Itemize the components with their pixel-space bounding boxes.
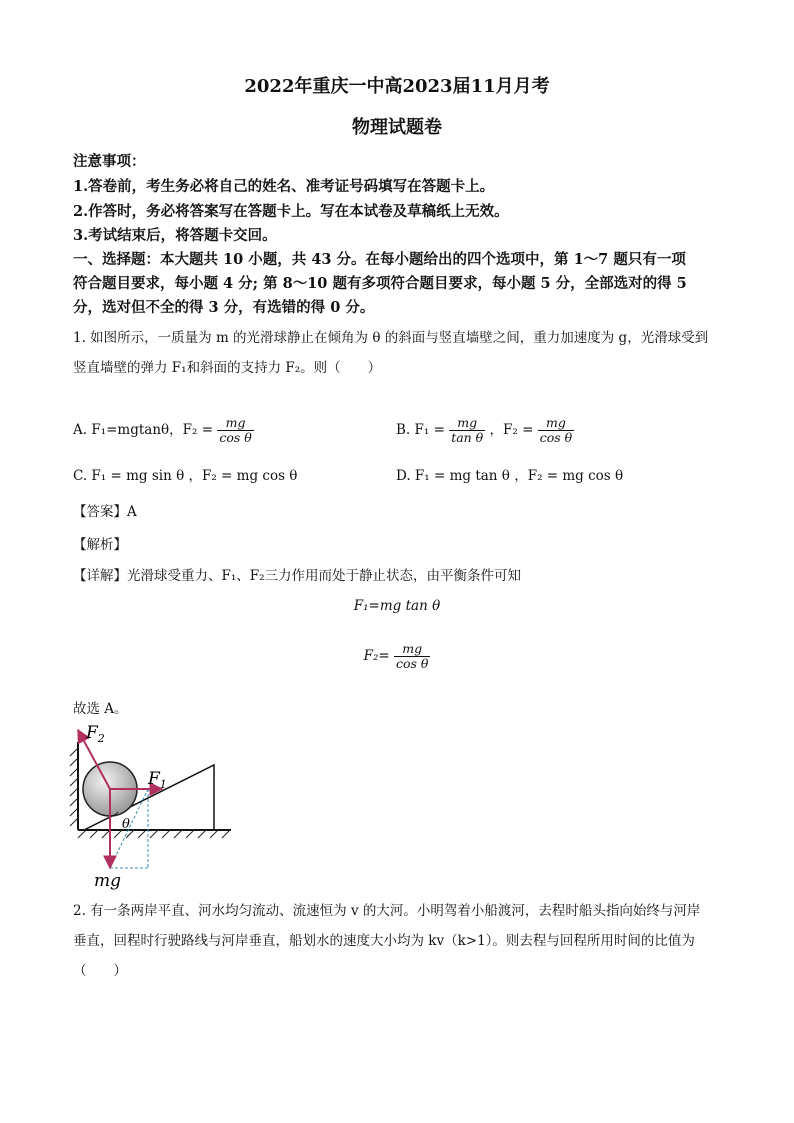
q1-figure <box>66 718 241 893</box>
notice-item-3: 3.考试结束后，将答题卡交回。 <box>73 227 277 244</box>
q2-stem-1: 2. 有一条两岸平直、河水均匀流动、流速恒为 v 的大河。小明驾着小船渡河，去程时船头指向始终与河岸 <box>73 903 701 919</box>
q1-option-a-num: mg <box>217 416 253 431</box>
q1-answer: 【答案】A <box>73 504 137 520</box>
q1-option-b-label: B. F₁ = <box>396 422 445 438</box>
notice-heading: 注意事项： <box>73 153 146 170</box>
q1-option-b-fraction-1 <box>449 416 485 445</box>
q1-detail: 【详解】光滑球受重力、F₁、F₂三力作用而处于静止状态，由平衡条件可知 <box>73 568 522 584</box>
q1-equation-2-label: F₂= <box>363 648 390 664</box>
label-f2: $F_2$ <box>86 723 105 745</box>
q1-option-a-fraction <box>217 416 253 445</box>
label-f1: $F_1$ <box>148 769 167 791</box>
q1-option-c: C. F₁ = mg sin θ ，F₂ = mg cos θ <box>73 468 298 484</box>
q1-conclusion: 故选 A。 <box>73 701 128 717</box>
q1-option-b-fraction-2 <box>538 416 574 445</box>
q1-option-b-num-2: mg <box>538 416 574 431</box>
q2-stem-2: 垂直，回程时行驶路线与河岸垂直，船划水的速度大小均为 kv（k>1）。则去程与回程所用时间的比值为 <box>73 933 695 949</box>
section-instructions-3: 分，选对但不全的得 3 分，有选错的得 0 分。 <box>73 299 375 316</box>
q1-option-b-den-1: tan θ <box>451 430 484 445</box>
q2-stem-3: （ ） <box>73 963 127 979</box>
section-instructions-2: 符合题目要求，每小题 4 分; 第 8～10 题有多项符合题目要求，每小题 5 分，全部选对的得 5 <box>73 275 687 292</box>
q1-option-b-den-2: cos θ <box>539 430 573 445</box>
q1-equation-2 <box>0 642 794 671</box>
q1-option-a <box>73 416 254 445</box>
q1-equation-1: F₁=mg tan θ <box>353 598 441 614</box>
q1-option-b <box>396 416 574 445</box>
q1-stem-2: 竖直墙壁的弹力 F₁和斜面的支持力 F₂。则（ ） <box>73 360 382 376</box>
label-theta: θ <box>122 817 130 832</box>
page-subtitle: 物理试题卷 <box>352 117 442 138</box>
q1-equation-2-den: cos θ <box>395 656 429 671</box>
q1-equation-2-num: mg <box>394 642 430 657</box>
q1-option-b-mid: ，F₂ = <box>489 422 534 438</box>
q1-option-a-den: cos θ <box>219 430 252 445</box>
page-title: 2022年重庆一中高2023届11月月考 <box>244 76 550 97</box>
section-instructions-1: 一、选择题：本大题共 10 小题，共 43 分。在每小题给出的四个选项中，第 1～7 题只有一项 <box>73 251 686 268</box>
label-mg: mg <box>94 871 122 891</box>
notice-item-1: 1.答卷前，考生务必将自己的姓名、准考证号码填写在答题卡上。 <box>73 178 495 195</box>
q1-equation-2-fraction <box>394 642 430 671</box>
q1-option-a-label: A. F₁=mgtanθ，F₂ = <box>73 422 214 438</box>
q1-analysis: 【解析】 <box>73 537 127 553</box>
q1-option-b-num-1: mg <box>449 416 485 431</box>
q1-stem-1: 1. 如图所示，一质量为 m 的光滑球静止在倾角为 θ 的斜面与竖直墙壁之间，重力加速度为 g，光滑球受到 <box>73 330 709 346</box>
ground-hatching <box>78 830 230 838</box>
q1-option-d: D. F₁ = mg tan θ ，F₂ = mg cos θ <box>396 468 624 484</box>
notice-item-2: 2.作答时，务必将答案写在答题卡上。写在本试卷及草稿纸上无效。 <box>73 203 509 220</box>
wall-hatching <box>70 748 78 826</box>
